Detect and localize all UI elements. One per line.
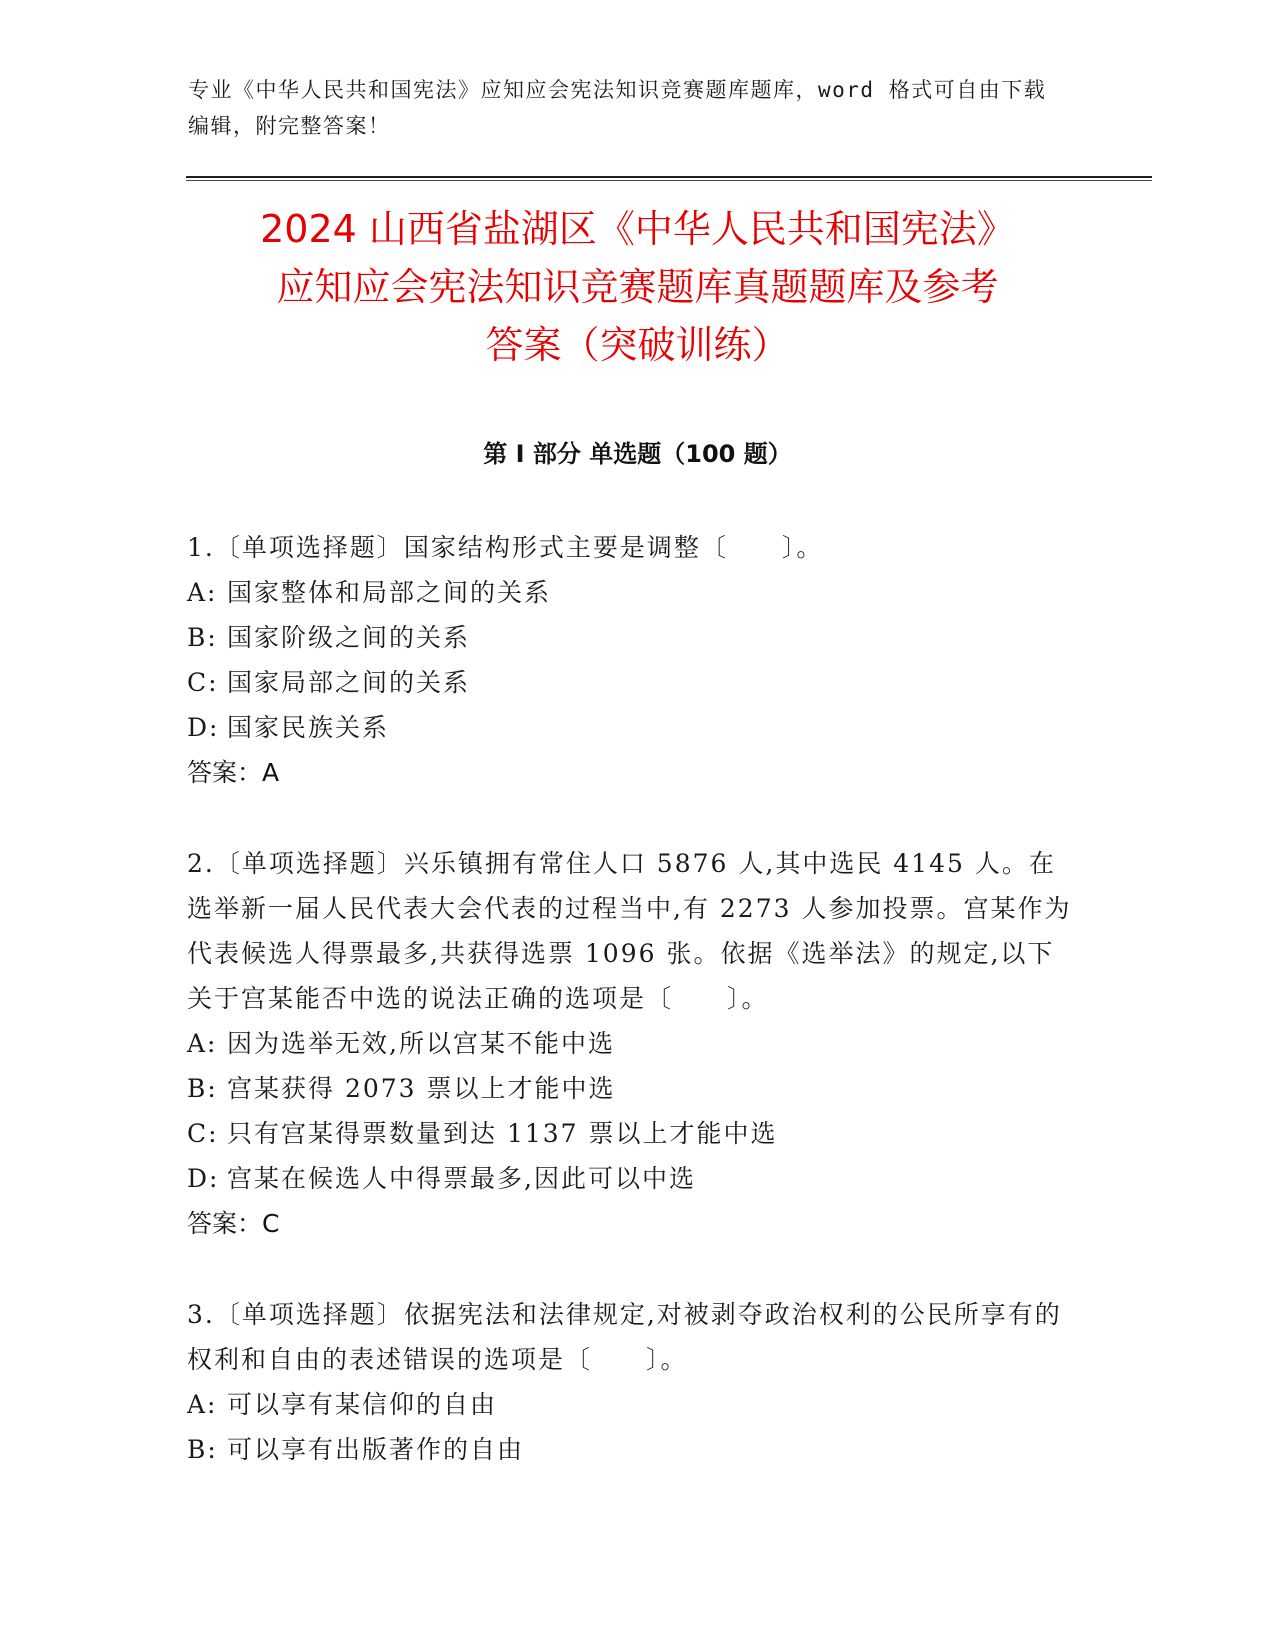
option-text: 宫某在候选人中得票最多,因此可以中选	[227, 1164, 696, 1193]
option-letter: B:	[187, 1435, 218, 1464]
question-list	[187, 525, 1077, 1518]
option-text: 国家阶级之间的关系	[227, 623, 471, 652]
question-3	[187, 1292, 1077, 1472]
option-b	[187, 615, 1077, 660]
answer: 答案：A	[187, 758, 280, 787]
option-letter: D:	[187, 1164, 220, 1193]
document-title-line-1: 2024 山西省盐湖区《中华人民共和国宪法》	[260, 207, 1015, 251]
option-letter: A:	[187, 1390, 218, 1419]
option-text: 可以享有出版著作的自由	[227, 1435, 525, 1464]
option-a	[187, 1021, 1077, 1066]
option-c	[187, 1111, 1077, 1156]
document-title-line-2: 应知应会宪法知识竞赛题库真题题库及参考	[276, 265, 999, 309]
option-a	[187, 570, 1077, 615]
question-2	[187, 841, 1077, 1246]
answer: 答案：C	[187, 1209, 280, 1238]
option-text: 国家局部之间的关系	[227, 668, 471, 697]
option-d	[187, 1156, 1077, 1201]
option-c	[187, 660, 1077, 705]
option-text: 只有宫某得票数量到达 1137 票以上才能中选	[227, 1119, 778, 1148]
header-note: 专业《中华人民共和国宪法》应知应会宪法知识竞赛题库题库，word 格式可自由下载编辑，附完整答案！	[188, 78, 1047, 138]
question-stem: 3.〔单项选择题〕依据宪法和法律规定,对被剥夺政治权利的公民所享有的权利和自由的表述错误的选项是〔 〕。	[187, 1300, 1062, 1374]
option-text: 国家整体和局部之间的关系	[227, 578, 552, 607]
option-a	[187, 1382, 1077, 1427]
option-letter: B:	[187, 623, 218, 652]
document-title	[160, 200, 1115, 374]
option-text: 宫某获得 2073 票以上才能中选	[227, 1074, 616, 1103]
option-b	[187, 1427, 1077, 1472]
question-stem: 2.〔单项选择题〕兴乐镇拥有常住人口 5876 人,其中选民 4145 人。在选举新一届人民代表大会代表的过程当中,有 2273 人参加投票。宫某作为代表候选人得票最多,共获得选票 1096 张。依据《选举法》的规定,以下关于宫某能否中选的说法正确的选项是〔 〕。	[187, 849, 1072, 1013]
option-text: 因为选举无效,所以宫某不能中选	[227, 1029, 615, 1058]
header-divider-thin	[186, 180, 1152, 181]
document-title-line-3: 答案（突破训练）	[485, 323, 790, 367]
option-text: 可以享有某信仰的自由	[227, 1390, 498, 1419]
option-letter: C:	[187, 668, 219, 697]
option-d	[187, 705, 1077, 750]
option-letter: A:	[187, 1029, 218, 1058]
header-divider-thick	[186, 176, 1152, 178]
option-letter: D:	[187, 713, 220, 742]
question-stem: 1.〔单项选择题〕国家结构形式主要是调整〔 〕。	[187, 533, 824, 562]
section-title: 第 I 部分 单选题（100 题）	[483, 440, 792, 468]
option-letter: A:	[187, 578, 218, 607]
option-b	[187, 1066, 1077, 1111]
question-1	[187, 525, 1077, 795]
option-letter: C:	[187, 1119, 219, 1148]
option-letter: B:	[187, 1074, 218, 1103]
option-text: 国家民族关系	[227, 713, 390, 742]
